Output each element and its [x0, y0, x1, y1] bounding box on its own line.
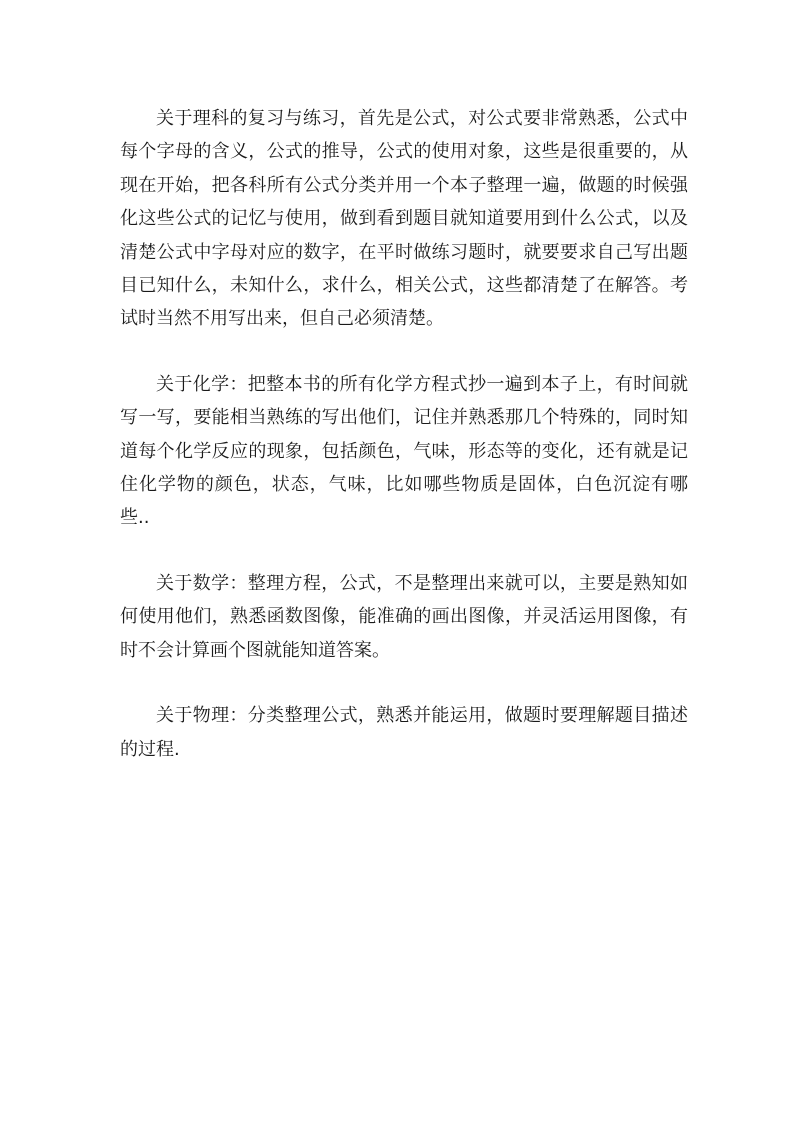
paragraph-physics: 关于物理：分类整理公式，熟悉并能运用，做题时要理解题目描述的过程.: [120, 705, 688, 760]
paragraph-review: 关于理科的复习与练习，首先是公式，对公式要非常熟悉，公式中每个字母的含义，公式的推导，公式的使用对象，这些是很重要的，从现在开始，把各科所有公式分类并用一个本子整理一遍，做题的时候强化这些公式的记忆与使用，做到看到题目就知道要用到什么公式，以及清楚公式中字母对应的数字，在平时做练习题时，就要要求自己写出题目已知什么，未知什么，求什么，相关公式，这些都清楚了在解答。考试时当然不用写出来，但自己必须清楚。: [120, 108, 688, 330]
paragraph-math: 关于数学：整理方程，公式，不是整理出来就可以，主要是熟知如何使用他们，熟悉函数图像，能准确的画出图像，并灵活运用图像，有时不会计算画个图就能知道答案。: [120, 572, 688, 661]
paragraph-chemistry: 关于化学：把整本书的所有化学方程式抄一遍到本子上，有时间就写一写，要能相当熟练的写出他们，记住并熟悉那几个特殊的，同时知道每个化学反应的现象，包括颜色，气味，形态等的变化，还有就是记住化学物的颜色，状态，气味，比如哪些物质是固体，白色沉淀有哪些..: [120, 373, 688, 529]
document-body: [120, 102, 688, 766]
